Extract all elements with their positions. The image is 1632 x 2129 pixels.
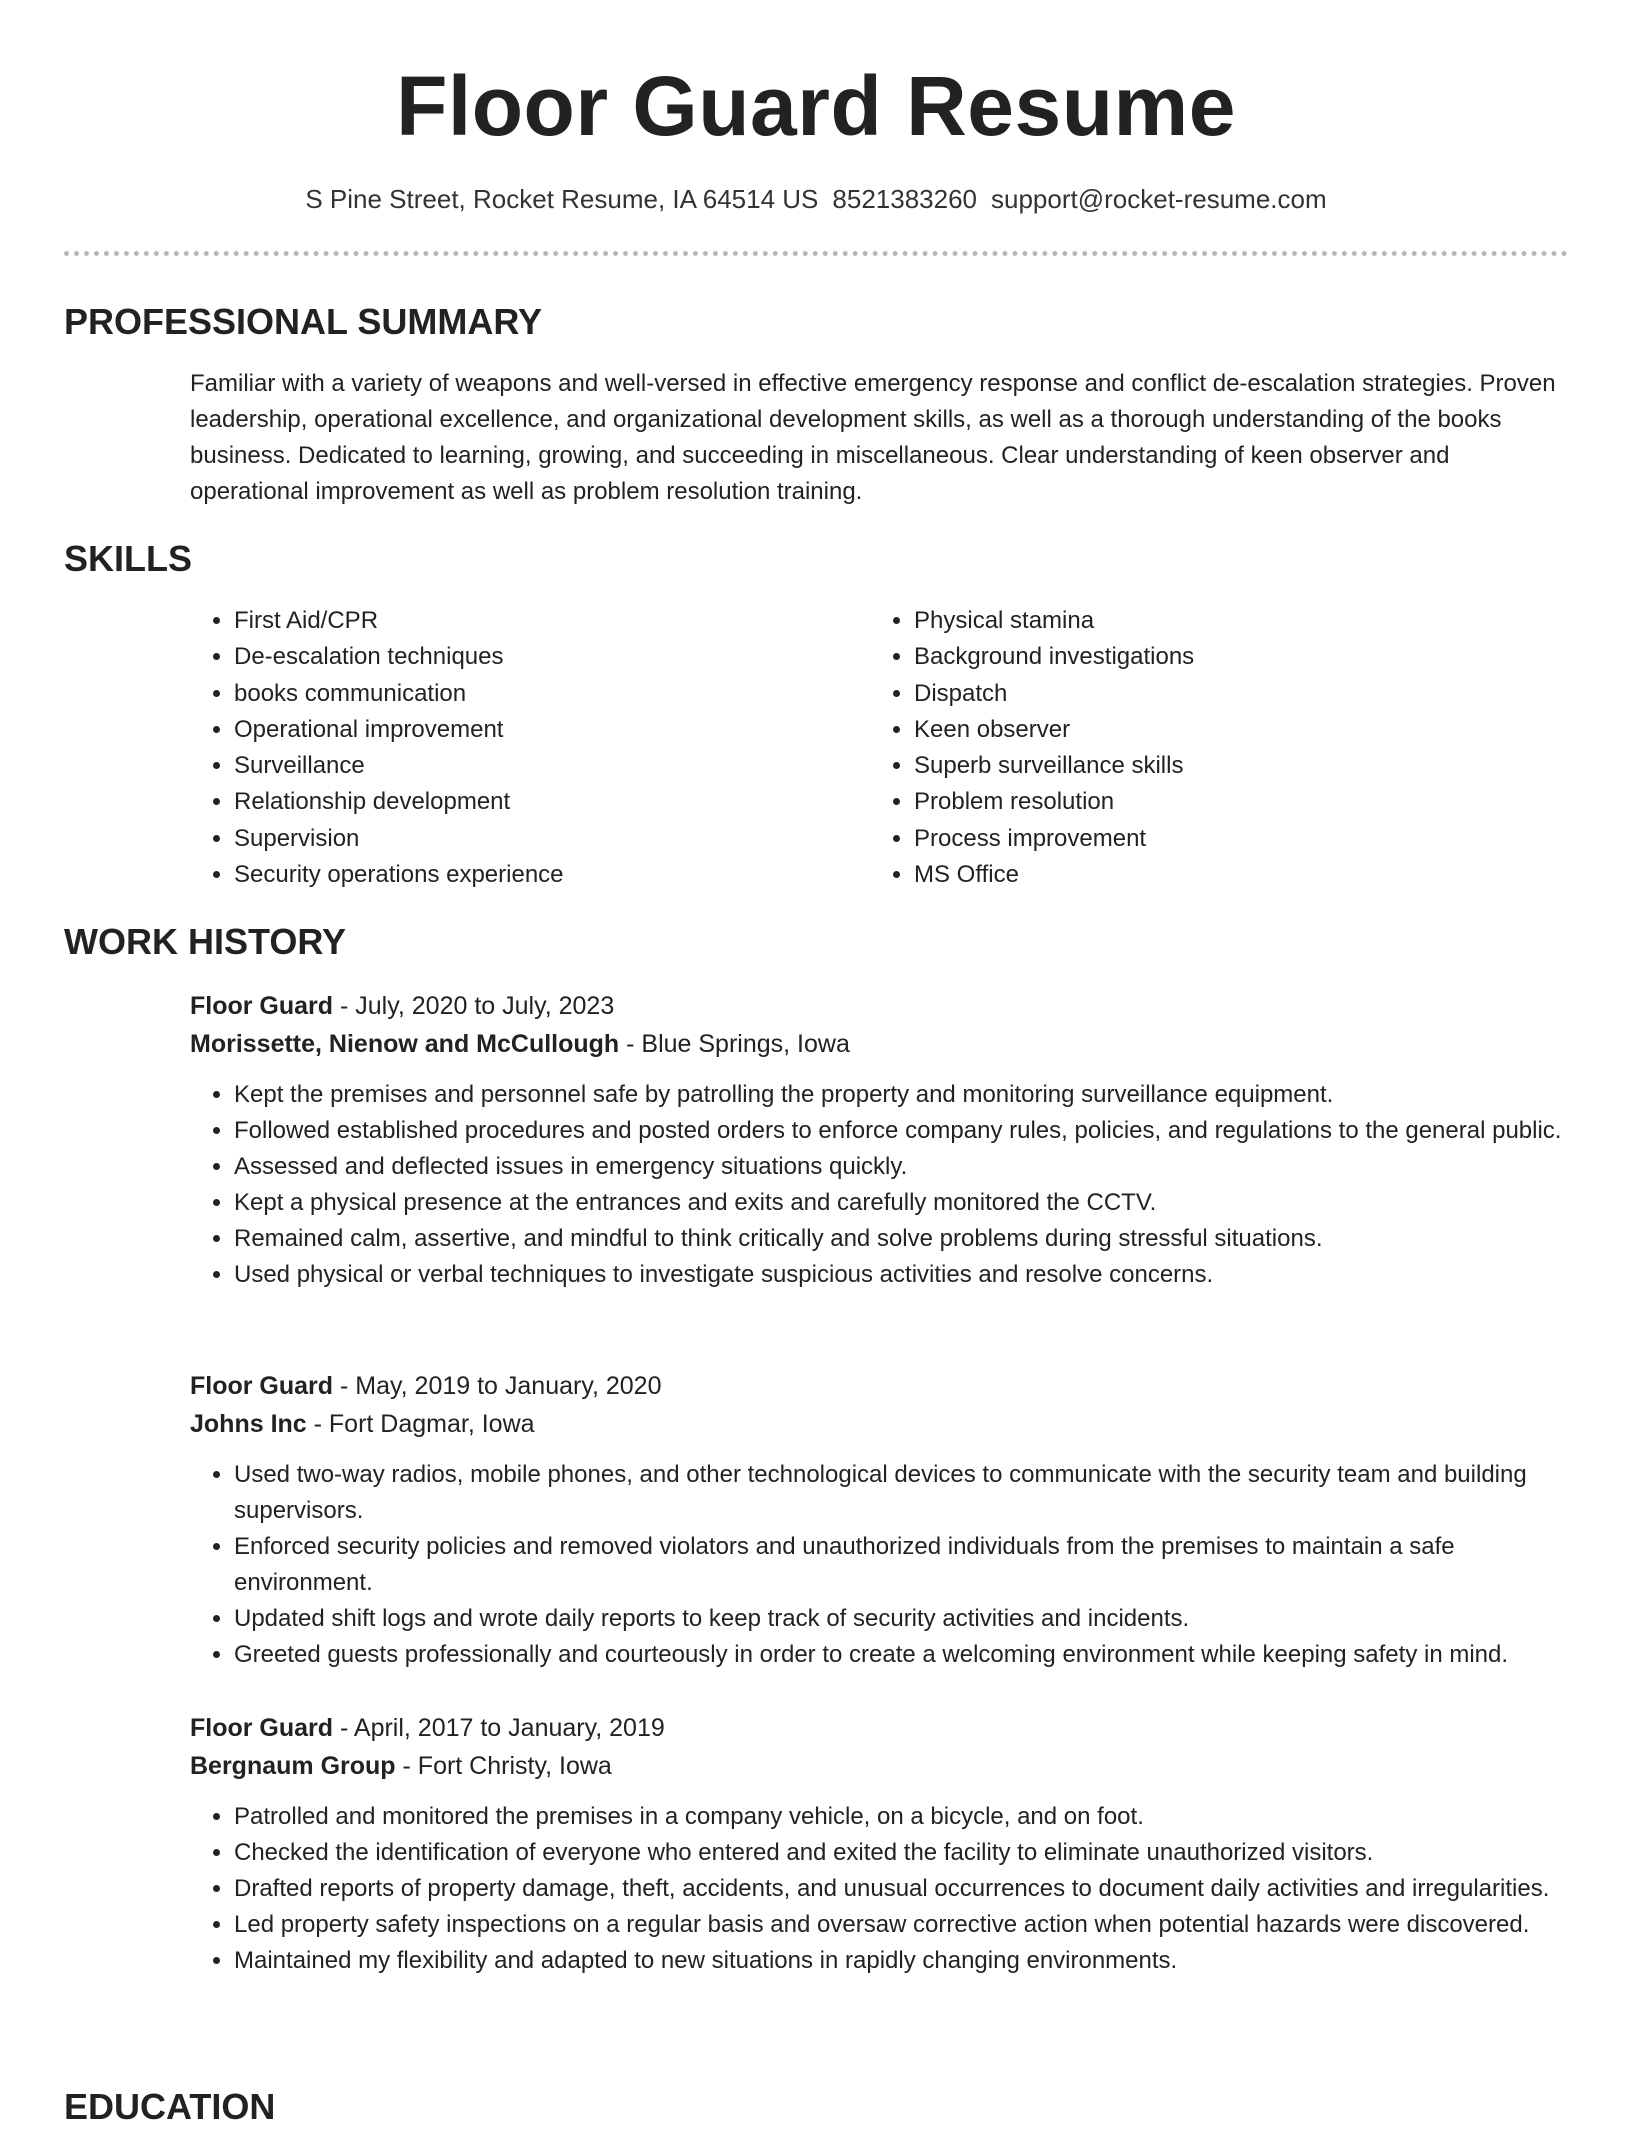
job-dates: - May, 2019 to January, 2020 [333, 1372, 662, 1400]
job-bullets [190, 1799, 1570, 1979]
job-company: Morissette, Nienow and McCullough [190, 1030, 620, 1058]
job-location: - Blue Springs, Iowa [619, 1030, 850, 1058]
job-location: - Fort Dagmar, Iowa [306, 1410, 535, 1438]
skill-item: • Problem resolution [914, 784, 1490, 820]
job-bullet: • Patrolled and monitored the premises in a company vehicle, on a bicycle, and on foot. [234, 1799, 1570, 1835]
job-bullet: • Drafted reports of property damage, theft, accidents, and unusual occurrences to document daily activities and irregularities. [234, 1871, 1570, 1907]
skill-item: • Superb surveillance skills [914, 748, 1490, 784]
address: S Pine Street, Rocket Resume, IA 64514 US [305, 184, 819, 214]
skill-item: • Security operations experience [234, 857, 810, 893]
job-bullet: • Updated shift logs and wrote daily reports to keep track of security activities and incidents. [234, 1601, 1570, 1637]
job-bullet: • Followed established procedures and posted orders to enforce company rules, policies, and regulations to the general public. [234, 1113, 1570, 1149]
skills-heading: SKILLS [64, 538, 193, 579]
skill-item: • Supervision [234, 821, 810, 857]
work-history-heading: WORK HISTORY [64, 921, 347, 962]
job-bullet: • Greeted guests professionally and courteously in order to create a welcoming environment while keeping safety in mind. [234, 1637, 1570, 1673]
skill-item: • Relationship development [234, 784, 810, 820]
job-role: Floor Guard [190, 1714, 334, 1742]
job-company-line [190, 1405, 1570, 1443]
phone: 8521383260 [832, 184, 978, 214]
job-entry [190, 987, 1570, 1293]
skill-item: • Dispatch [914, 676, 1490, 712]
job-company-line [190, 1747, 1570, 1785]
skills-column-right [870, 603, 1490, 893]
job-dates: - April, 2017 to January, 2019 [333, 1714, 665, 1742]
job-bullet: • Used two-way radios, mobile phones, and other technological devices to communicate with the security team and building supervisors. [234, 1457, 1570, 1529]
summary-text: Familiar with a variety of weapons and well-versed in effective emergency response and conflict de-escalation strategies. Proven leadership, operational excellence, and organizational development skills, as well as a thorough understanding of the books business. Dedicated to learning, growing, and succeeding in miscellaneous. Clear understanding of keen observer and operational improvement as well as problem resolution training. [190, 370, 1556, 505]
skill-item: • books communication [234, 676, 810, 712]
job-company: Bergnaum Group [190, 1752, 396, 1780]
skill-item: • Surveillance [234, 748, 810, 784]
job-role-line [190, 1709, 1570, 1747]
job-bullet: • Checked the identification of everyone who entered and exited the facility to eliminate unauthorized visitors. [234, 1835, 1570, 1871]
job-bullet: • Enforced security policies and removed violators and unauthorized individuals from the premises to maintain a safe environment. [234, 1529, 1570, 1601]
skills-column-left [190, 603, 810, 893]
skill-item: • De-escalation techniques [234, 639, 810, 675]
skill-item: • First Aid/CPR [234, 603, 810, 639]
education-heading: EDUCATION [64, 2086, 276, 2127]
job-bullet: • Assessed and deflected issues in emergency situations quickly. [234, 1149, 1570, 1185]
skill-item: • Process improvement [914, 821, 1490, 857]
skill-item: • Physical stamina [914, 603, 1490, 639]
job-bullet: • Led property safety inspections on a regular basis and oversaw corrective action when potential hazards were discovered. [234, 1907, 1570, 1943]
job-bullet: • Used physical or verbal techniques to investigate suspicious activities and resolve concerns. [234, 1257, 1570, 1293]
email: support@rocket-resume.com [991, 184, 1327, 214]
header-divider [64, 251, 1568, 256]
job-bullet: • Remained calm, assertive, and mindful to think critically and solve problems during stressful situations. [234, 1221, 1570, 1257]
skill-item: • MS Office [914, 857, 1490, 893]
job-location: - Fort Christy, Iowa [395, 1752, 612, 1780]
job-role-line [190, 987, 1570, 1025]
skill-item: • Keen observer [914, 712, 1490, 748]
skill-item: • Operational improvement [234, 712, 810, 748]
job-role: Floor Guard [190, 992, 334, 1020]
job-bullet: • Kept the premises and personnel safe by patrolling the property and monitoring surveillance equipment. [234, 1077, 1570, 1113]
job-entry [190, 1367, 1570, 1673]
job-bullets [190, 1077, 1570, 1293]
job-company-line [190, 1025, 1570, 1063]
job-role-line [190, 1367, 1570, 1405]
job-bullet: • Maintained my flexibility and adapted to new situations in rapidly changing environments. [234, 1943, 1570, 1979]
contact-line [0, 182, 1632, 216]
job-dates: - July, 2020 to July, 2023 [333, 992, 615, 1020]
resume-title: Floor Guard Resume [396, 59, 1236, 153]
job-company: Johns Inc [190, 1410, 307, 1438]
job-bullet: • Kept a physical presence at the entrances and exits and carefully monitored the CCTV. [234, 1185, 1570, 1221]
job-entry [190, 1709, 1570, 1979]
job-bullets [190, 1457, 1570, 1673]
skill-item: • Background investigations [914, 639, 1490, 675]
job-role: Floor Guard [190, 1372, 334, 1400]
summary-heading: PROFESSIONAL SUMMARY [64, 301, 543, 342]
